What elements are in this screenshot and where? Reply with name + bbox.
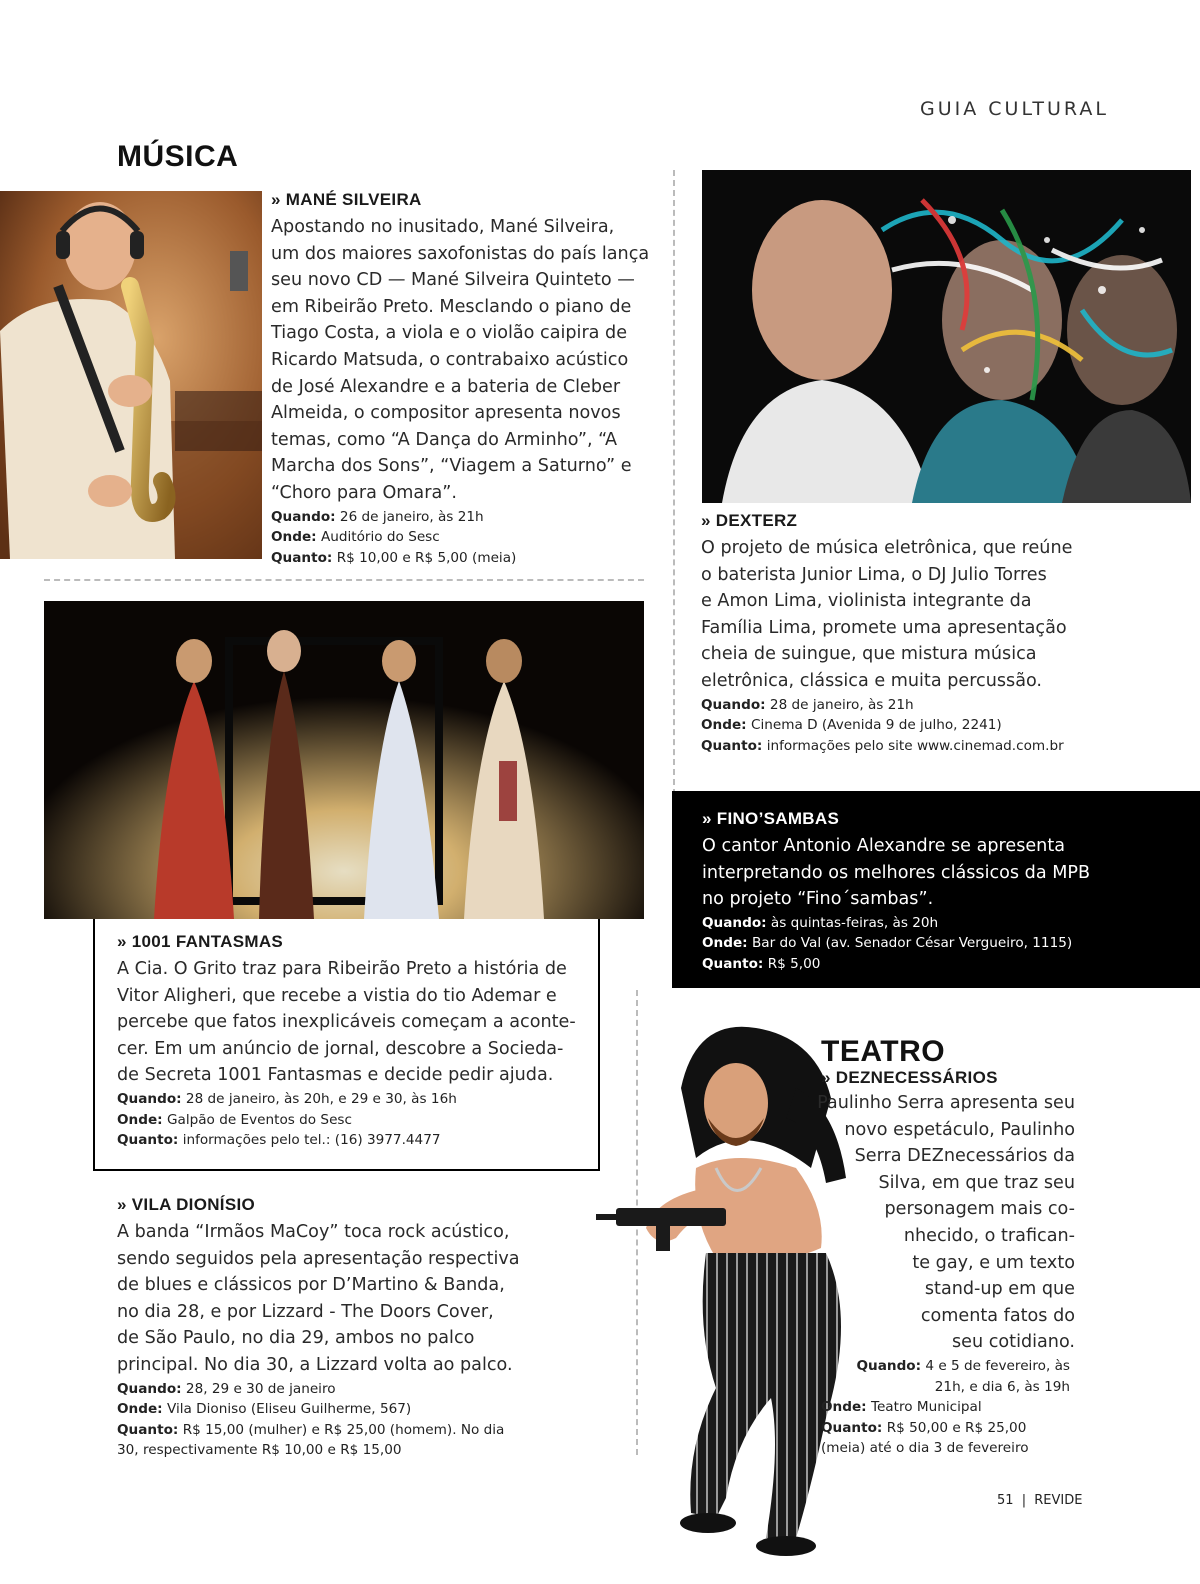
event-description: O cantor Antonio Alexandre se apresenta interpretando os melhores clássicos da MPB no projeto “Fino´sambas”. (702, 836, 1091, 910)
event-description: O projeto de música eletrônica, que reúne o baterista Junior Lima, o DJ Julio Torres e Amon Lima, violinista integrante da Família Lima, promete uma apresentação cheia de suingue, que mistura música eletrônica, clássica e muita percussão. (701, 538, 1073, 691)
event-info: Quando: 28 de janeiro, às 20h, e 29 e 30, às 16h Onde: Galpão de Eventos do Sesc Quanto: informações pelo tel.: (16) 3977.4477 (117, 1090, 457, 1149)
section-label: GUIA CULTURAL (920, 98, 1109, 120)
section-divider (44, 579, 644, 581)
event-fino-sambas (672, 791, 1200, 988)
event-info: Quando: 26 de janeiro, às 21h Onde: Auditório do Sesc Quanto: R$ 10,00 e R$ 5,00 (meia) (271, 508, 517, 566)
section-title-musica: MÚSICA (117, 140, 239, 173)
section-title-teatro: TEATRO (821, 1035, 946, 1068)
event-title: » 1001 FANTASMAS (117, 932, 284, 951)
event-info: Quando: às quintas-feiras, às 20h Onde: Bar do Val (av. Senador César Vergueiro, 1115) Quanto: R$ 5,00 (702, 914, 1073, 972)
event-title: » VILA DIONÍSIO (117, 1195, 256, 1214)
event-info: Quando: 28, 29 e 30 de janeiro Onde: Vila Dioniso (Eliseu Guilherme, 567) Quanto: R$ 15,00 (mulher) e R$ 25,00 (homem). No dia 30, respectivamente R$ 10,00 e R$ 15,00 (117, 1380, 505, 1459)
event-info: Quando: 28 de janeiro, às 21h Onde: Cinema D (Avenida 9 de julho, 2241) Quanto: informações pelo site www.cinemad.com.br (701, 696, 1064, 754)
mane-silveira-photo (0, 191, 262, 559)
event-1001-fantasmas (117, 932, 587, 1151)
event-title: » DEXTERZ (701, 511, 798, 530)
event-title-deznecessarios: » DEZNECESSÁRIOS (821, 1068, 998, 1087)
event-dexterz (701, 511, 1101, 756)
fantasmas-photo (44, 601, 644, 919)
event-mane-silveira (271, 190, 651, 568)
dexterz-photo (702, 170, 1191, 503)
event-description: A Cia. O Grito traz para Ribeirão Preto a história de Vitor Aligheri, que recebe a vistia do tio Ademar e percebe que fatos inexplicáveis começam a aconte- cer. Em um anúncio de jornal, descobre a Socieda- de Secreta 1001 Fantasmas e decide pedir ajuda. (117, 959, 576, 1086)
event-description: A banda “Irmãos MaCoy” toca rock acústico, sendo seguidos pela apresentação respectiva de blues e clássicos por D’Martino & Banda, no dia 28, e por Lizzard - The Doors Cover, de São Paulo, no dia 29, ambos no palco principal. No dia 30, a Lizzard volta ao palco. (117, 1222, 520, 1375)
page-number: 51 (997, 1493, 1014, 1508)
event-title: » FINO’SAMBAS (702, 809, 840, 828)
event-description: Apostando no inusitado, Mané Silveira, um dos maiores saxofonistas do país lança seu novo CD — Mané Silveira Quinteto — em Ribeirão Preto. Mesclando o piano de Tiago Costa, a viola e o violão caipira de Ricardo Matsuda, o contrabaixo acústico de José Alexandre e a bateria de Cleber Almeida, o compositor apresenta novos temas, como “A Dança do Arminho”, “A Marcha dos Sons”, “Viagem a Saturno” e “Choro para Omara”. (271, 217, 650, 503)
page-footer: 51 | REVIDE (997, 1493, 1083, 1508)
event-deznecessarios-description: Paulinho Serra apresenta seu novo espetáculo, Paulinho Serra DEZnecessários da Silva, em que traz seu personagem mais co- nhecido, o trafican- te gay, e um texto stand-up em que comenta fatos do seu cotidiano. (817, 1093, 1075, 1353)
event-deznecessarios-info-when: Quando: 4 e 5 de fevereiro, às 21h, e dia 6, às 19h (856, 1358, 1070, 1395)
event-title: » MANÉ SILVEIRA (271, 190, 422, 209)
magazine-name: REVIDE (1034, 1493, 1083, 1508)
event-deznecessarios-info: Onde: Teatro Municipal Quanto: R$ 50,00 e R$ 25,00 (meia) até o dia 3 de fevereiro (821, 1399, 1029, 1457)
event-vila-dionisio (117, 1195, 587, 1461)
column-divider-top (673, 170, 675, 795)
